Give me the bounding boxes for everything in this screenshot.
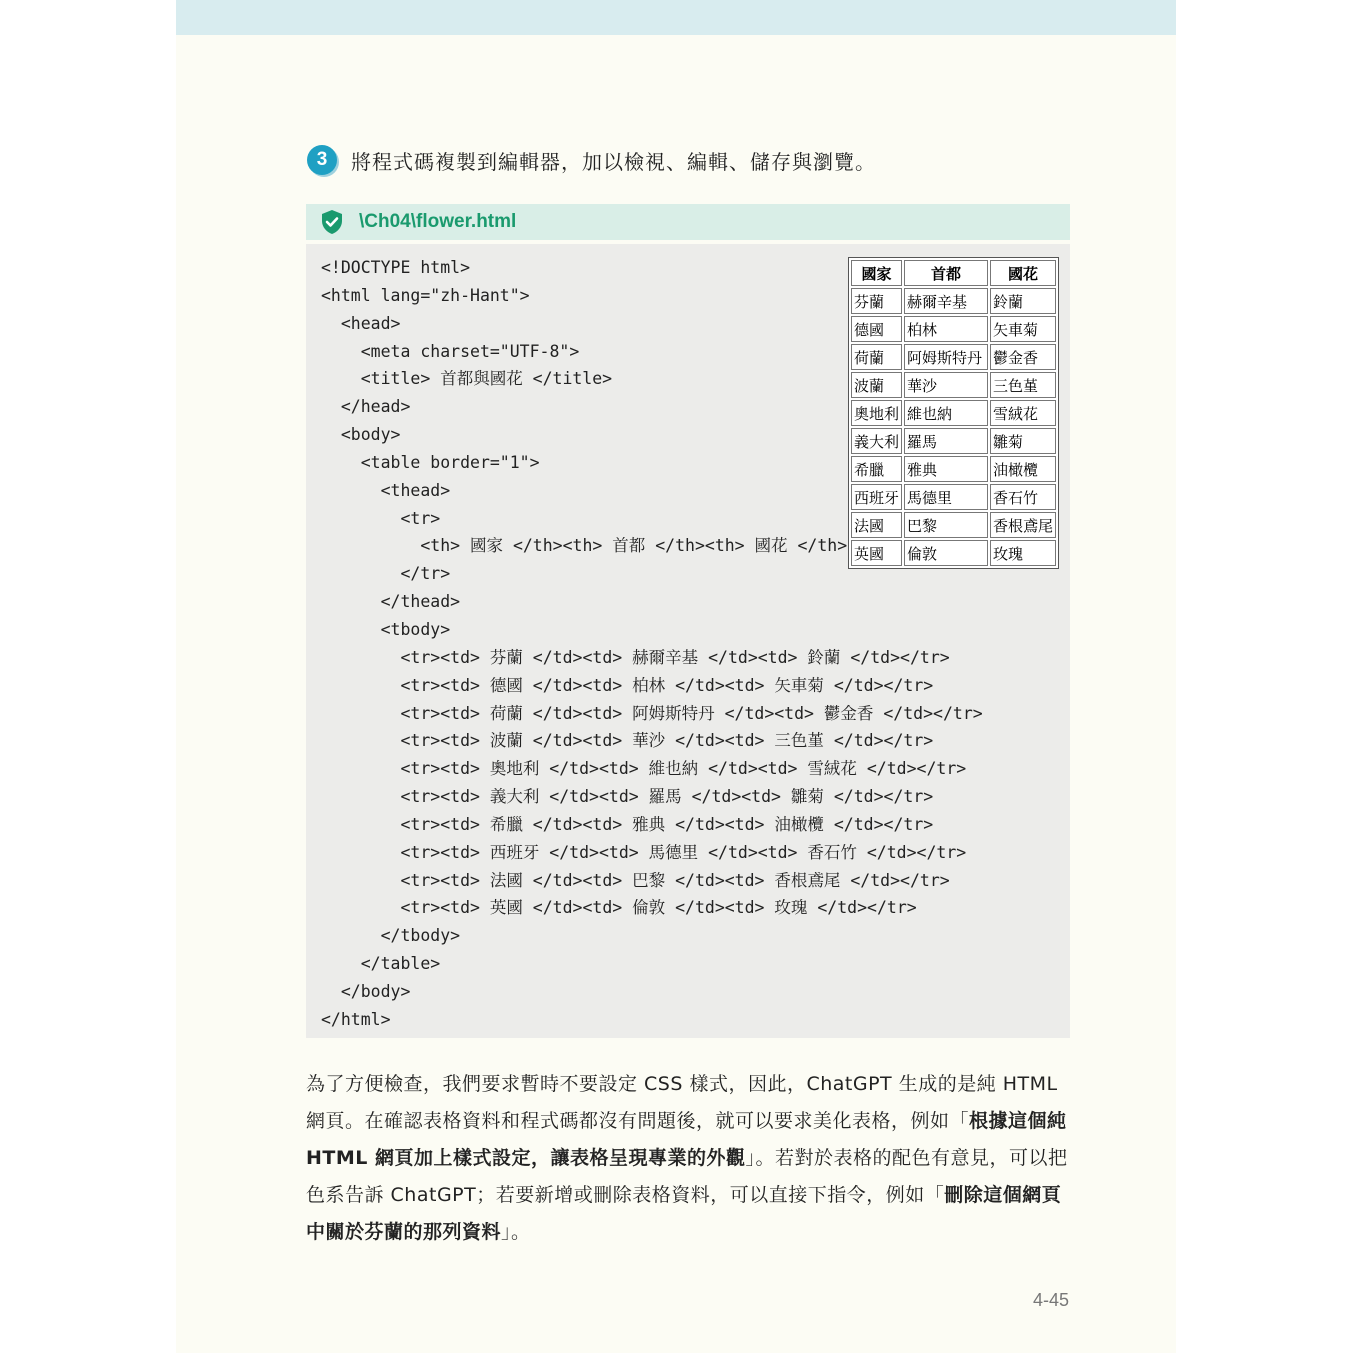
table-cell: 香石竹 [990,484,1056,510]
table-cell: 香根鳶尾 [990,512,1056,538]
table-cell: 維也納 [904,400,988,426]
body-paragraph [306,1066,1076,1251]
table-cell: 矢車菊 [990,316,1056,342]
table-row [851,288,1056,314]
table-cell: 油橄欖 [990,456,1056,482]
code-line: <tr><td> 芬蘭 </td><td> 赫爾辛基 </td><td> 鈴蘭 </td></tr> [321,647,950,667]
step-text: 將程式碼複製到編輯器，加以檢視、編輯、儲存與瀏覽。 [351,149,876,174]
step-number-badge: 3 [307,145,337,175]
code-line: <tr><td> 德國 </td><td> 柏林 </td><td> 矢車菊 </td></tr> [321,675,934,695]
table-header-row [851,260,1056,286]
table-cell: 西班牙 [851,484,902,510]
table-cell: 義大利 [851,428,902,454]
table-cell: 荷蘭 [851,344,902,370]
table-header-cell: 國花 [990,260,1056,286]
table-cell: 玫瑰 [990,540,1056,566]
table-cell: 雛菊 [990,428,1056,454]
code-line: </head> [321,397,411,417]
table-cell: 華沙 [904,372,988,398]
table-cell: 德國 [851,316,902,342]
code-line: <html lang="zh-Hant"> [321,285,530,305]
top-band [176,0,1176,35]
shield-check-icon [319,209,345,235]
table-cell: 巴黎 [904,512,988,538]
table-cell: 羅馬 [904,428,988,454]
code-line: <tr><td> 波蘭 </td><td> 華沙 </td><td> 三色堇 </td></tr> [321,731,934,751]
table-row [851,372,1056,398]
code-line: <tr><td> 英國 </td><td> 倫敦 </td><td> 玫瑰 </td></tr> [321,898,917,918]
code-line: <tr><td> 法國 </td><td> 巴黎 </td><td> 香根鳶尾 </td></tr> [321,870,950,890]
table-cell: 倫敦 [904,540,988,566]
table-row [851,512,1056,538]
table-cell: 三色堇 [990,372,1056,398]
code-line: <tr> [321,508,441,528]
code-line: <tr><td> 荷蘭 </td><td> 阿姆斯特丹 </td><td> 鬱金香 </td></tr> [321,703,983,723]
code-line: <table border="1"> [321,452,540,472]
table-cell: 英國 [851,540,902,566]
body-text-2: 」。若對於表格的配色有意見，可以把色系告訴 ChatGPT；若要新增或刪除表格資料，可以直接下指令，例如「 [306,1147,1068,1206]
step-heading [307,142,876,178]
file-header [306,204,1070,240]
table-cell: 雅典 [904,456,988,482]
table-row [851,456,1056,482]
table-cell: 馬德里 [904,484,988,510]
code-line: <tr><td> 西班牙 </td><td> 馬德里 </td><td> 香石竹 </td></tr> [321,842,967,862]
table-header-cell: 國家 [851,260,902,286]
result-table [848,257,1059,569]
body-text-1: 為了方便檢查，我們要求暫時不要設定 CSS 樣式，因此，ChatGPT 生成的是純 HTML 網頁。在確認表格資料和程式碼都沒有問題後，就可以要求美化表格，例如「 [306,1073,1058,1132]
code-line: <head> [321,313,401,333]
code-line: </body> [321,981,411,1001]
code-line: </tr> [321,564,451,584]
body-text-3: 」。 [501,1221,531,1243]
code-line: <title> 首都與國花 </title> [321,369,613,389]
table-header-cell: 首都 [904,260,988,286]
table-cell: 雪絨花 [990,400,1056,426]
code-line: </tbody> [321,926,461,946]
code-line: </html> [321,1009,391,1029]
file-name: \Ch04\flower.html [359,211,517,232]
table-cell: 柏林 [904,316,988,342]
table-row [851,484,1056,510]
table-row [851,428,1056,454]
code-line: </thead> [321,592,461,612]
table-cell: 奧地利 [851,400,902,426]
table-cell: 鬱金香 [990,344,1056,370]
body-bold-1: 根據這個純 HTML 網頁加上樣式設定，讓表格呈現專業的外觀 [306,1110,1067,1169]
table-row [851,344,1056,370]
table-cell: 法國 [851,512,902,538]
code-line: <meta charset="UTF-8"> [321,341,580,361]
code-line: <tbody> [321,619,451,639]
body-bold-2: 刪除這個網頁中關於芬蘭的那列資料 [306,1184,1062,1243]
code-line: <th> 國家 </th><th> 首都 </th><th> 國花 </th> [321,536,848,556]
table-cell: 鈴蘭 [990,288,1056,314]
page-number: 4-45 [1032,1290,1069,1310]
table-row [851,400,1056,426]
table-cell: 希臘 [851,456,902,482]
code-line: <body> [321,425,401,445]
code-line: <thead> [321,480,451,500]
table-row [851,540,1056,566]
code-line: <!DOCTYPE html> [321,258,471,277]
code-line: </table> [321,954,441,974]
table-cell: 芬蘭 [851,288,902,314]
table-row [851,316,1056,342]
code-line: <tr><td> 義大利 </td><td> 羅馬 </td><td> 雛菊 </td></tr> [321,787,934,807]
code-line: <tr><td> 奧地利 </td><td> 維也納 </td><td> 雪絨花 </td></tr> [321,759,967,779]
table-cell: 波蘭 [851,372,902,398]
code-line: <tr><td> 希臘 </td><td> 雅典 </td><td> 油橄欖 </td></tr> [321,814,934,834]
table-cell: 阿姆斯特丹 [904,344,988,370]
table-cell: 赫爾辛基 [904,288,988,314]
